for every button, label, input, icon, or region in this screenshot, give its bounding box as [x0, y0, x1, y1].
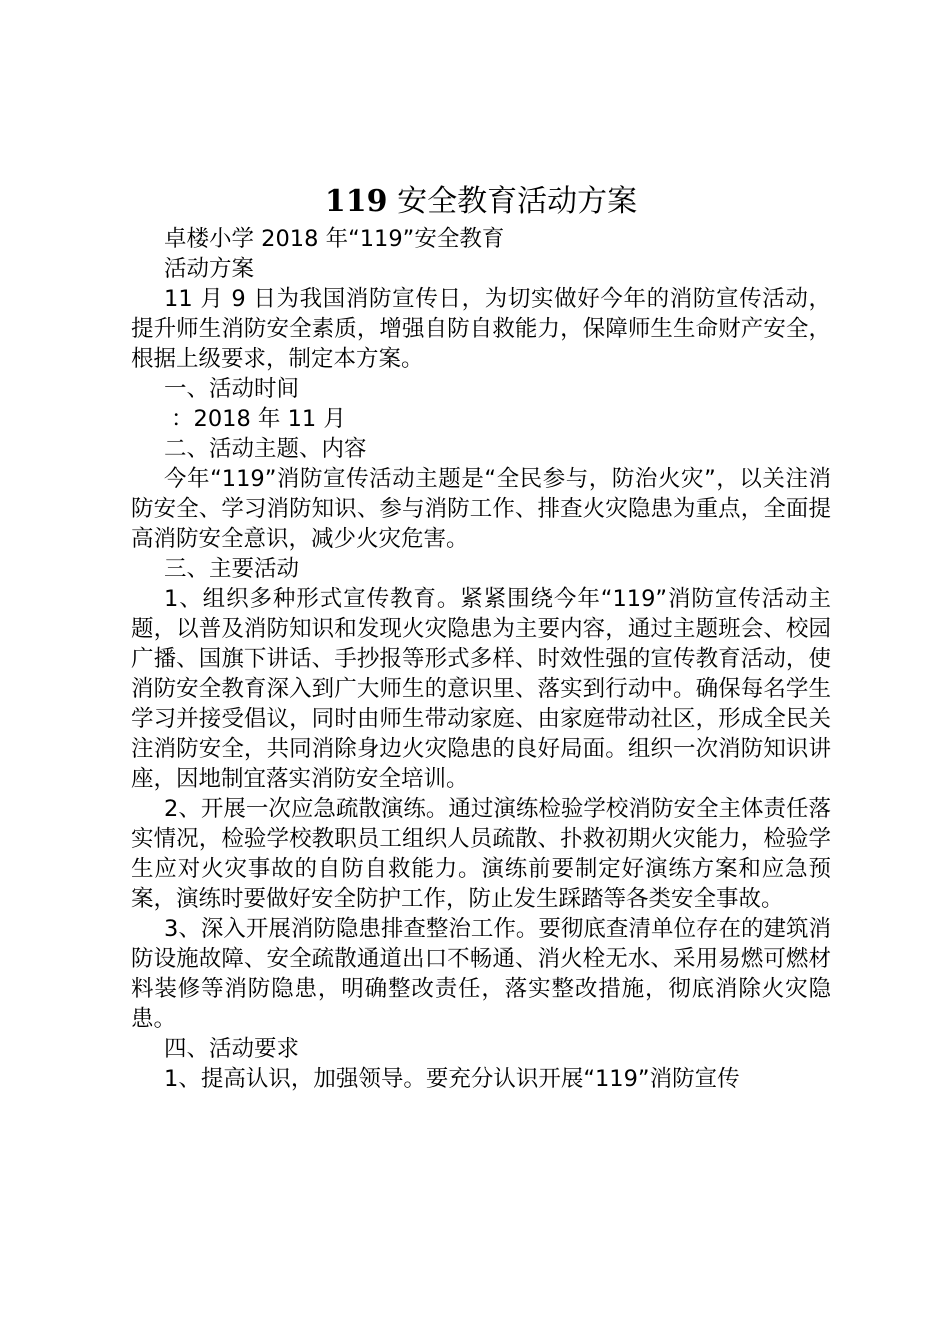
- document-page: [131, 182, 831, 1094]
- document-title: [131, 182, 831, 222]
- paragraph-time: ：2018 年 11 月: [171, 406, 346, 432]
- section-heading-theme: 二、活动主题、内容: [164, 436, 367, 462]
- paragraph-theme: 今年“119”消防宣传活动主题是“全民参与，防治火灾”，以关注消防安全、学习消防知识、参与消防工作、排查火灾隐患为重点，全面提高消防安全意识，减少火灾危害。: [131, 466, 831, 552]
- section-heading-time: 一、活动时间: [164, 376, 300, 402]
- title-number: 119: [324, 184, 388, 219]
- section-heading-activities: 三、主要活动: [164, 556, 300, 582]
- paragraph-school-heading: 卓楼小学 2018 年“119”安全教育: [164, 226, 505, 252]
- section-heading-requirements: 四、活动要求: [164, 1036, 300, 1062]
- paragraph-requirement-1: 1、提高认识，加强领导。要充分认识开展“119”消防宣传: [164, 1066, 740, 1092]
- paragraph-activity-3: 3、深入开展消防隐患排查整治工作。要彻底查清单位存在的建筑消防设施故障、安全疏散通道出口不畅通、消火栓无水、采用易燃可燃材料装修等消防隐患，明确整改责任，落实整改措施，彻底消除火灾隐患。: [131, 916, 831, 1032]
- title-text: 安全教育活动方案: [397, 184, 638, 219]
- paragraph-activity-2: 2、开展一次应急疏散演练。通过演练检验学校消防安全主体责任落实情况，检验学校教职员工组织人员疏散、扑救初期火灾能力，检验学生应对火灾事故的自防自救能力。演练前要制定好演练方案和应急预案，演练时要做好安全防护工作，防止发生踩踏等各类安全事故。: [131, 796, 831, 912]
- paragraph-intro: 11 月 9 日为我国消防宣传日，为切实做好今年的消防宣传活动，提升师生消防安全素质，增强自防自救能力，保障师生生命财产安全，根据上级要求，制定本方案。: [131, 286, 831, 372]
- paragraph-plan-heading: 活动方案: [164, 256, 255, 282]
- paragraph-activity-1: 1、组织多种形式宣传教育。紧紧围绕今年“119”消防宣传活动主题，以普及消防知识和发现火灾隐患为主要内容，通过主题班会、校园广播、国旗下讲话、手抄报等形式多样、时效性强的宣传教育活动，使消防安全教育深入到广大师生的意识里、落实到行动中。确保每名学生学习并接受倡议，同时由师生带动家庭、由家庭带动社区，形成全民关注消防安全，共同消除身边火灾隐患的良好局面。组织一次消防知识讲座，因地制宜落实消防安全培训。: [131, 586, 831, 792]
